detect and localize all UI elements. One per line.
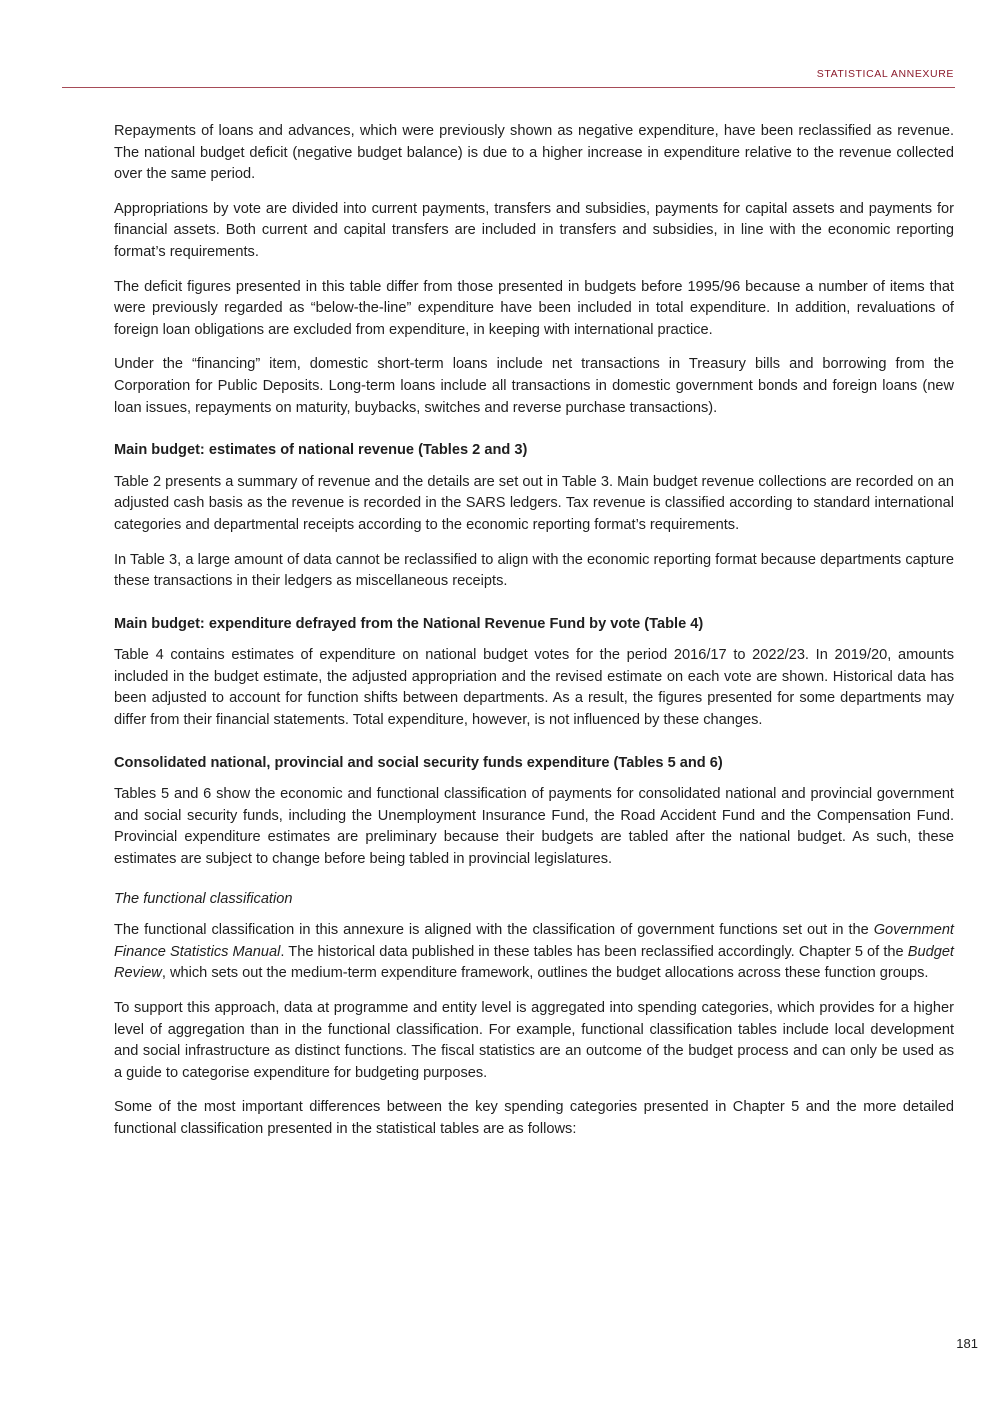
header-divider — [62, 87, 955, 88]
paragraph: The deficit figures presented in this table differ from those presented in budgets before 1995/96 because a number of items that were previously regarded as “below-the-line” expenditure have been included in total expenditure. In addition, revaluations of foreign loan obligations are excluded from expenditure, in keeping with international practice. — [114, 278, 954, 338]
publication-title: Budget Review — [114, 943, 954, 982]
paragraph: Tables 5 and 6 show the economic and functional classification of payments for consolidated national and provincial government and social security funds, including the Unemployment Insurance Fund, the Road Accident Fund and the Compensation Fund. Provincial expenditure estimates are preliminary because their budgets are tabled after the national budget. As such, these estimates are subject to change before being tabled in provincial legislatures. — [114, 786, 954, 868]
page-number: 181 — [956, 1336, 978, 1351]
section-heading: Main budget: estimates of national revenue (Tables 2 and 3) — [114, 442, 528, 459]
paragraph: Some of the most important differences between the key spending categories presented in Chapter 5 and the more detailed functional classification presented in the statistical tables are as follows: — [114, 1099, 954, 1137]
section-label: STATISTICAL ANNEXURE — [816, 68, 954, 80]
paragraph — [114, 920, 954, 985]
subsection-heading: The functional classification — [114, 890, 293, 907]
section-heading: Main budget: expenditure defrayed from the National Revenue Fund by vote (Table 4) — [114, 615, 704, 632]
paragraph: Repayments of loans and advances, which were previously shown as negative expenditure, have been reclassified as revenue. The national budget deficit (negative budget balance) is due to a higher increase in expenditure relative to the revenue collected over the same period. — [114, 123, 954, 183]
paragraph-text: . The historical data published in these tables has been reclassified accordingly. Chapter 5 of the — [280, 943, 908, 960]
paragraph: Table 2 presents a summary of revenue and the details are set out in Table 3. Main budget revenue collections are recorded on an adjusted cash basis as the revenue is recorded in the SARS ledgers. Tax revenue is classified according to standard international categories and departmental receipts according to the economic reporting format’s requirements. — [114, 473, 954, 533]
publication-title: Government Finance Statistics Manual — [114, 922, 954, 960]
paragraph-text: The functional classification in this annexure is aligned with the classification of government functions set out in the — [114, 922, 874, 939]
paragraph: Under the “financing” item, domestic short-term loans include net transactions in Treasury bills and borrowing from the Corporation for Public Deposits. Long-term loans include all transactions in domestic government bonds and foreign loans (new loan issues, repayments on maturity, buybacks, switches and reverse purchase transactions). — [114, 356, 954, 416]
paragraph: Table 4 contains estimates of expenditure on national budget votes for the period 2016/17 to 2022/23. In 2019/20, amounts included in the budget estimate, the adjusted appropriation and the revised estimate on each vote are shown. Historical data has been adjusted to account for function shifts between departments. As a result, the figures presented for some departments may differ from their financial statements. Total expenditure, however, is not influenced by these changes. — [114, 647, 954, 729]
paragraph: In Table 3, a large amount of data cannot be reclassified to align with the economic reporting format because departments capture these transactions in their ledgers as miscellaneous receipts. — [114, 551, 954, 590]
section-heading: Consolidated national, provincial and social security funds expenditure (Tables 5 and 6) — [114, 754, 723, 771]
paragraph-text: , which sets out the medium-term expenditure framework, outlines the budget allocations across these function groups. — [161, 965, 929, 982]
paragraph: Appropriations by vote are divided into current payments, transfers and subsidies, payments for capital assets and payments for financial assets. Both current and capital transfers are included in transfers and subsidies, in line with the economic reporting format’s requirements. — [114, 200, 954, 260]
document-body — [114, 121, 954, 1154]
paragraph: To support this approach, data at programme and entity level is aggregated into spending categories, which provides for a higher level of aggregation than in the functional classification. For example, functional classification tables include local development and social infrastructure as distinct functions. The fiscal statistics are an outcome of the budget process and can only be used as a guide to categorise expenditure for budgeting purposes. — [114, 1000, 954, 1081]
